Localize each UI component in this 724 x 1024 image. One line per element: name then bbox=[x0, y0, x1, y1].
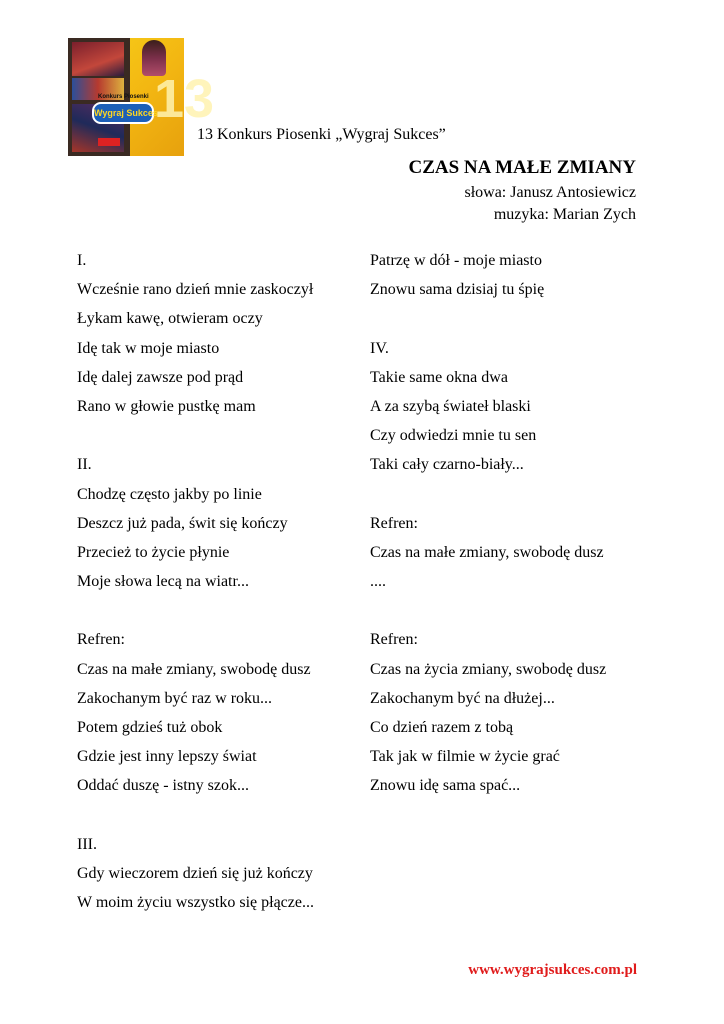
lyric-line: Czas na małe zmiany, swobodę dusz bbox=[370, 543, 604, 561]
lyric-line: Łykam kawę, otwieram oczy bbox=[77, 310, 263, 328]
lyric-line: Refren: bbox=[77, 631, 125, 649]
lyric-line: Takie same okna dwa bbox=[370, 368, 508, 386]
lyric-line: III. bbox=[77, 835, 97, 853]
lyrics-right-column bbox=[370, 251, 606, 806]
contest-logo bbox=[68, 38, 215, 156]
lyric-line: Taki cały czarno-biały... bbox=[370, 456, 524, 474]
lyric-line: Czy odwiedzi mnie tu sen bbox=[370, 427, 537, 445]
music-credit: muzyka: Marian Zych bbox=[493, 206, 636, 223]
lyric-line: Moje słowa lecą na wiatr... bbox=[77, 573, 249, 591]
lyric-line: Refren: bbox=[370, 514, 418, 532]
lyric-line: Czas na małe zmiany, swobodę dusz bbox=[77, 660, 311, 678]
lyric-line: IV. bbox=[370, 339, 389, 357]
lyric-line: Co dzień razem z tobą bbox=[370, 719, 514, 736]
logo-brand-badge: Wygraj Sukces bbox=[92, 102, 154, 124]
logo-contest-text: Konkurs Piosenki bbox=[98, 94, 149, 100]
lyric-line bbox=[77, 806, 314, 835]
lyric-line: Przecież to życie płynie bbox=[77, 543, 230, 561]
lyric-line: II. bbox=[77, 456, 92, 474]
logo-photo bbox=[72, 42, 124, 76]
contest-name: 13 Konkurs Piosenki „Wygraj Sukces” bbox=[197, 126, 446, 143]
lyric-line: Idę tak w moje miasto bbox=[77, 339, 220, 357]
lyric-line bbox=[370, 309, 606, 338]
lyric-line: Gdy wieczorem dzień się już kończy bbox=[77, 864, 313, 882]
lyric-line: Tak jak w filmie w życie grać bbox=[370, 748, 560, 766]
lyric-line: Rano w głowie pustkę mam bbox=[77, 397, 256, 415]
lyric-line: Oddać duszę - istny szok... bbox=[77, 777, 249, 795]
lyric-line: Deszcz już pada, świt się kończy bbox=[77, 514, 288, 532]
logo-number: 13 bbox=[154, 69, 215, 129]
lyric-line bbox=[370, 485, 606, 514]
lyric-line: Wcześnie rano dzień mnie zaskoczył bbox=[77, 281, 314, 299]
song-title: CZAS NA MAŁE ZMIANY bbox=[408, 157, 636, 178]
lyric-line: Patrzę w dół - moje miasto bbox=[370, 252, 542, 269]
lyric-line bbox=[77, 601, 314, 630]
logo-tag bbox=[98, 138, 120, 146]
lyric-line: W moim życiu wszystko się płącze... bbox=[77, 894, 314, 912]
lyric-line: Znowu sama dzisiaj tu śpię bbox=[370, 281, 545, 299]
lyrics-credit: słowa: Janusz Antosiewicz bbox=[464, 184, 636, 201]
lyric-line bbox=[77, 426, 314, 455]
lyric-line: Czas na życia zmiany, swobodę dusz bbox=[370, 660, 607, 678]
lyric-line: Zakochanym być raz w roku... bbox=[77, 689, 273, 707]
lyric-line bbox=[370, 601, 606, 630]
lyric-line: I. bbox=[77, 252, 87, 269]
lyric-line: Znowu idę sama spać... bbox=[370, 777, 521, 795]
lyric-line: Idę dalej zawsze pod prąd bbox=[77, 368, 244, 386]
website-link[interactable]: www.wygrajsukces.com.pl bbox=[468, 962, 637, 978]
lyric-line: Potem gdzieś tuż obok bbox=[77, 719, 223, 736]
lyric-line: A za szybą świateł blaski bbox=[370, 397, 531, 415]
lyric-line: Gdzie jest inny lepszy świat bbox=[77, 748, 257, 766]
lyric-line: Refren: bbox=[370, 631, 418, 649]
lyric-line: .... bbox=[370, 573, 386, 591]
lyric-line: Chodzę często jakby po linie bbox=[77, 485, 262, 503]
lyrics-left-column bbox=[77, 251, 314, 922]
lyric-line: Zakochanym być na dłużej... bbox=[370, 689, 555, 707]
